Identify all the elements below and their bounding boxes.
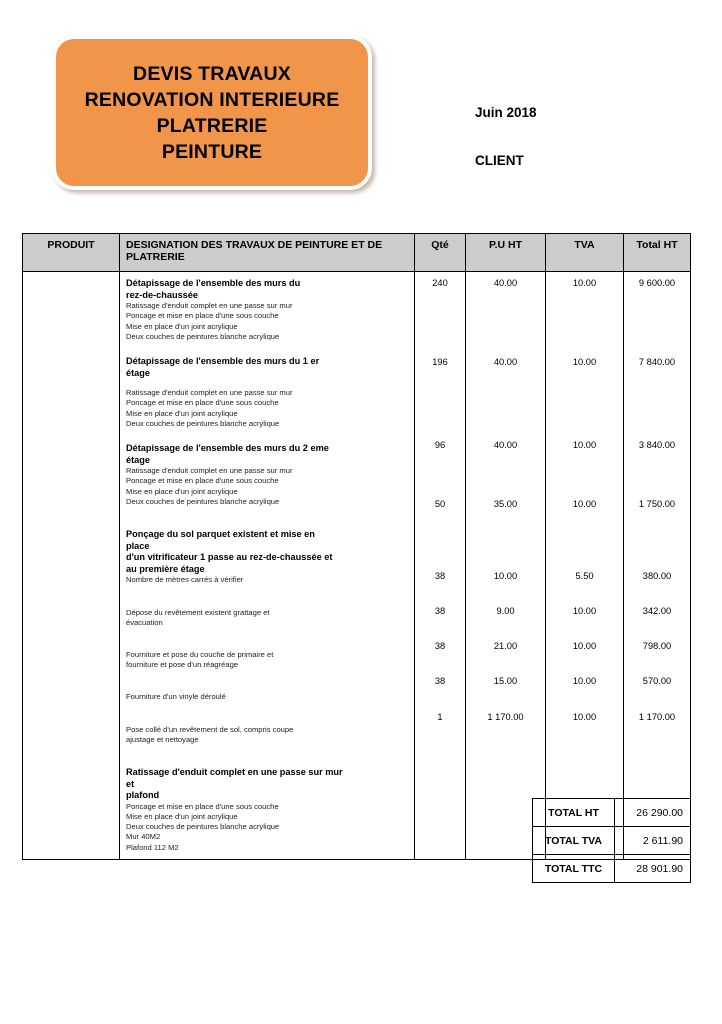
total-ht-value: 1 170.00 bbox=[638, 712, 676, 722]
pu-ht-cell bbox=[466, 272, 546, 860]
tva-value: 10.00 bbox=[572, 440, 597, 450]
list-item bbox=[126, 278, 409, 342]
item-detail: Poncage et mise en place d'une sous couche bbox=[126, 801, 279, 811]
pu-ht-value: 1 170.00 bbox=[487, 712, 524, 722]
qte-value: 38 bbox=[434, 571, 446, 581]
list-item bbox=[126, 725, 409, 745]
total-ttc-amount: 28 901.90 bbox=[615, 855, 691, 883]
pu-ht-value: 9.00 bbox=[496, 606, 515, 616]
spacer bbox=[466, 451, 545, 499]
item-detail: Dépose du revêtement existent grattage et bbox=[126, 607, 270, 617]
item-title-line: plafond bbox=[126, 790, 160, 801]
item-detail: Mise en place d'un joint acrylique bbox=[126, 408, 238, 418]
total-ht-amount: 26 290.00 bbox=[615, 799, 691, 827]
spacer bbox=[415, 510, 465, 571]
item-title-line: Ponçage du sol parquet existent et mise en bbox=[126, 529, 315, 539]
item-detail: Plafond 112 M2 bbox=[126, 842, 179, 852]
spacer bbox=[546, 617, 623, 641]
item-title-line: au première étage bbox=[126, 563, 205, 574]
item-detail: Fourniture et pose du couche de primaire et bbox=[126, 649, 274, 659]
total-ht-value: 1 750.00 bbox=[638, 499, 676, 509]
item-detail: Poncage et mise en place d'une sous couche bbox=[126, 476, 279, 486]
title-banner bbox=[52, 35, 372, 190]
qte-value: 96 bbox=[434, 440, 446, 450]
spacer bbox=[126, 586, 409, 608]
spacer bbox=[624, 510, 690, 571]
designation-cell bbox=[120, 272, 415, 860]
tva-value: 10.00 bbox=[572, 641, 597, 651]
qte-value: 38 bbox=[434, 676, 446, 686]
item-detail: évacuation bbox=[126, 617, 163, 627]
total-ht-value: 570.00 bbox=[642, 676, 672, 686]
item-title-line: et bbox=[126, 778, 135, 789]
spacer bbox=[466, 368, 545, 440]
spacer bbox=[126, 670, 409, 692]
total-ht-value: 342.00 bbox=[642, 606, 672, 616]
title-line-1: DEVIS TRAVAUX bbox=[133, 62, 291, 85]
col-header-produit: PRODUIT bbox=[23, 234, 120, 272]
title-line-4: PEINTURE bbox=[161, 140, 263, 163]
spacer bbox=[415, 687, 465, 712]
pu-ht-value: 35.00 bbox=[493, 499, 518, 509]
qte-value: 50 bbox=[434, 499, 446, 509]
qte-cell bbox=[415, 272, 466, 860]
total-ht-value: 798.00 bbox=[642, 641, 672, 651]
spacer bbox=[546, 652, 623, 676]
item-detail: Fourniture d'un vinyle déroulé bbox=[126, 692, 226, 702]
list-item bbox=[126, 650, 409, 670]
list-item bbox=[126, 692, 409, 702]
tva-value: 10.00 bbox=[572, 357, 597, 367]
item-detail: Ratissage d'enduit complet en une passe sur mur bbox=[126, 466, 293, 476]
spacer bbox=[466, 582, 545, 606]
spacer bbox=[466, 289, 545, 357]
tva-value: 10.00 bbox=[572, 676, 597, 686]
title-line-2: RENOVATION INTERIEURE bbox=[84, 88, 340, 111]
pu-ht-value: 40.00 bbox=[493, 357, 518, 367]
spacer bbox=[624, 617, 690, 641]
spacer bbox=[546, 687, 623, 712]
item-title-line: étage bbox=[126, 454, 151, 465]
col-header-tva: TVA bbox=[546, 234, 624, 272]
item-detail: Pose collé d'un revêtement de sol, compris coupe bbox=[126, 724, 294, 734]
spacer bbox=[126, 745, 409, 767]
pu-ht-value: 10.00 bbox=[493, 571, 518, 581]
quote-table bbox=[22, 233, 691, 860]
spacer bbox=[624, 368, 690, 440]
total-ht-label: TOTAL HT bbox=[533, 799, 615, 827]
col-header-pu-ht: P.U HT bbox=[466, 234, 546, 272]
item-title-line: Détapissage de l'ensemble des murs du bbox=[126, 278, 301, 288]
item-title-line: étage bbox=[126, 367, 151, 378]
spacer bbox=[466, 687, 545, 712]
total-ht-value: 9 600.00 bbox=[638, 278, 676, 288]
document-header bbox=[0, 0, 722, 215]
item-detail: Mise en place d'un joint acrylique bbox=[126, 486, 238, 496]
list-item bbox=[126, 767, 409, 853]
spacer bbox=[415, 289, 465, 357]
total-ht-cell bbox=[624, 272, 691, 860]
pu-ht-value: 15.00 bbox=[493, 676, 518, 686]
item-detail: Deux couches de peintures blanche acrylique bbox=[126, 496, 280, 506]
total-ttc-label: TOTAL TTC bbox=[533, 855, 615, 883]
item-detail: Ratissage d'enduit complet en une passe sur mur bbox=[126, 388, 293, 398]
spacer bbox=[126, 507, 409, 529]
total-tva-label: TOTAL TVA bbox=[533, 827, 615, 855]
qte-value: 38 bbox=[434, 606, 446, 616]
item-detail: Mise en place d'un joint acrylique bbox=[126, 321, 238, 331]
item-title-line: Ratissage d'enduit complet en une passe sur mur bbox=[126, 767, 343, 777]
spacer bbox=[624, 289, 690, 357]
item-title-line: Détapissage de l'ensemble des murs du 2 eme bbox=[126, 443, 329, 453]
spacer bbox=[466, 652, 545, 676]
col-header-qte: Qté bbox=[415, 234, 466, 272]
totals-row-ttc bbox=[533, 855, 691, 883]
title-line-3: PLATRERIE bbox=[156, 114, 268, 137]
spacer bbox=[415, 368, 465, 440]
item-detail: Deux couches de peintures blanche acrylique bbox=[126, 418, 280, 428]
item-detail: Deux couches de peintures blanche acrylique bbox=[126, 331, 280, 341]
item-title-line: rez-de-chaussée bbox=[126, 289, 199, 300]
totals-row-tva bbox=[533, 827, 691, 855]
spacer bbox=[126, 628, 409, 650]
item-detail: Deux couches de peintures blanche acrylique bbox=[126, 822, 280, 832]
spacer bbox=[624, 451, 690, 499]
tva-value: 5.50 bbox=[575, 571, 594, 581]
item-detail: Mur 40M2 bbox=[126, 832, 161, 842]
spacer bbox=[126, 703, 409, 725]
qte-value: 196 bbox=[432, 357, 448, 367]
spacer bbox=[466, 617, 545, 641]
pu-ht-value: 40.00 bbox=[493, 440, 518, 450]
spacer bbox=[126, 379, 409, 388]
totals-table bbox=[532, 798, 691, 883]
client-label: CLIENT bbox=[475, 153, 524, 168]
spacer bbox=[415, 652, 465, 676]
col-header-designation: DESIGNATION DES TRAVAUX DE PEINTURE ET DE PLATRERIE bbox=[120, 234, 415, 272]
total-ht-value: 380.00 bbox=[642, 571, 672, 581]
list-item bbox=[126, 356, 409, 429]
spacer bbox=[415, 451, 465, 499]
table-header-row bbox=[23, 234, 691, 272]
item-detail: Ratissage d'enduit complet en une passe sur mur bbox=[126, 301, 293, 311]
item-detail: Nombre de mètres carrés à vérifier bbox=[126, 575, 244, 585]
table-body-row bbox=[23, 272, 691, 860]
tva-value: 10.00 bbox=[572, 606, 597, 616]
item-detail: Poncage et mise en place d'une sous couche bbox=[126, 311, 279, 321]
spacer bbox=[546, 368, 623, 440]
list-item bbox=[126, 529, 409, 586]
tva-cell bbox=[546, 272, 624, 860]
item-title-line: d'un vitrificateur 1 passe au rez-de-chaussée et bbox=[126, 552, 333, 563]
tva-value: 10.00 bbox=[572, 278, 597, 288]
item-title-line: Détapissage de l'ensemble des murs du 1 er bbox=[126, 356, 320, 366]
item-detail: Poncage et mise en place d'une sous couche bbox=[126, 398, 279, 408]
item-detail: Mise en place d'un joint acrylique bbox=[126, 811, 238, 821]
spacer bbox=[546, 451, 623, 499]
qte-value: 1 bbox=[437, 712, 443, 722]
qte-value: 240 bbox=[432, 278, 448, 288]
produit-cell bbox=[23, 272, 120, 860]
total-ht-value: 7 840.00 bbox=[638, 357, 676, 367]
spacer bbox=[546, 289, 623, 357]
tva-value: 10.00 bbox=[572, 499, 597, 509]
item-detail: fourniture et pose d'un réagréage bbox=[126, 660, 239, 670]
pu-ht-value: 40.00 bbox=[493, 278, 518, 288]
total-ht-value: 3 840.00 bbox=[638, 440, 676, 450]
spacer bbox=[466, 510, 545, 571]
spacer bbox=[126, 342, 409, 356]
totals-row-ht bbox=[533, 799, 691, 827]
item-title-line: place bbox=[126, 540, 150, 551]
total-tva-amount: 2 611.90 bbox=[615, 827, 691, 855]
item-detail: ajustage et nettoyage bbox=[126, 734, 199, 744]
col-header-total-ht: Total HT bbox=[624, 234, 691, 272]
list-item bbox=[126, 443, 409, 507]
spacer bbox=[415, 617, 465, 641]
pu-ht-value: 21.00 bbox=[493, 641, 518, 651]
spacer bbox=[415, 582, 465, 606]
list-item bbox=[126, 608, 409, 628]
spacer bbox=[546, 582, 623, 606]
spacer bbox=[624, 687, 690, 712]
spacer bbox=[624, 652, 690, 676]
spacer bbox=[126, 429, 409, 443]
spacer bbox=[624, 582, 690, 606]
document-date: Juin 2018 bbox=[475, 105, 537, 120]
tva-value: 10.00 bbox=[572, 712, 597, 722]
qte-value: 38 bbox=[434, 641, 446, 651]
spacer bbox=[546, 510, 623, 571]
